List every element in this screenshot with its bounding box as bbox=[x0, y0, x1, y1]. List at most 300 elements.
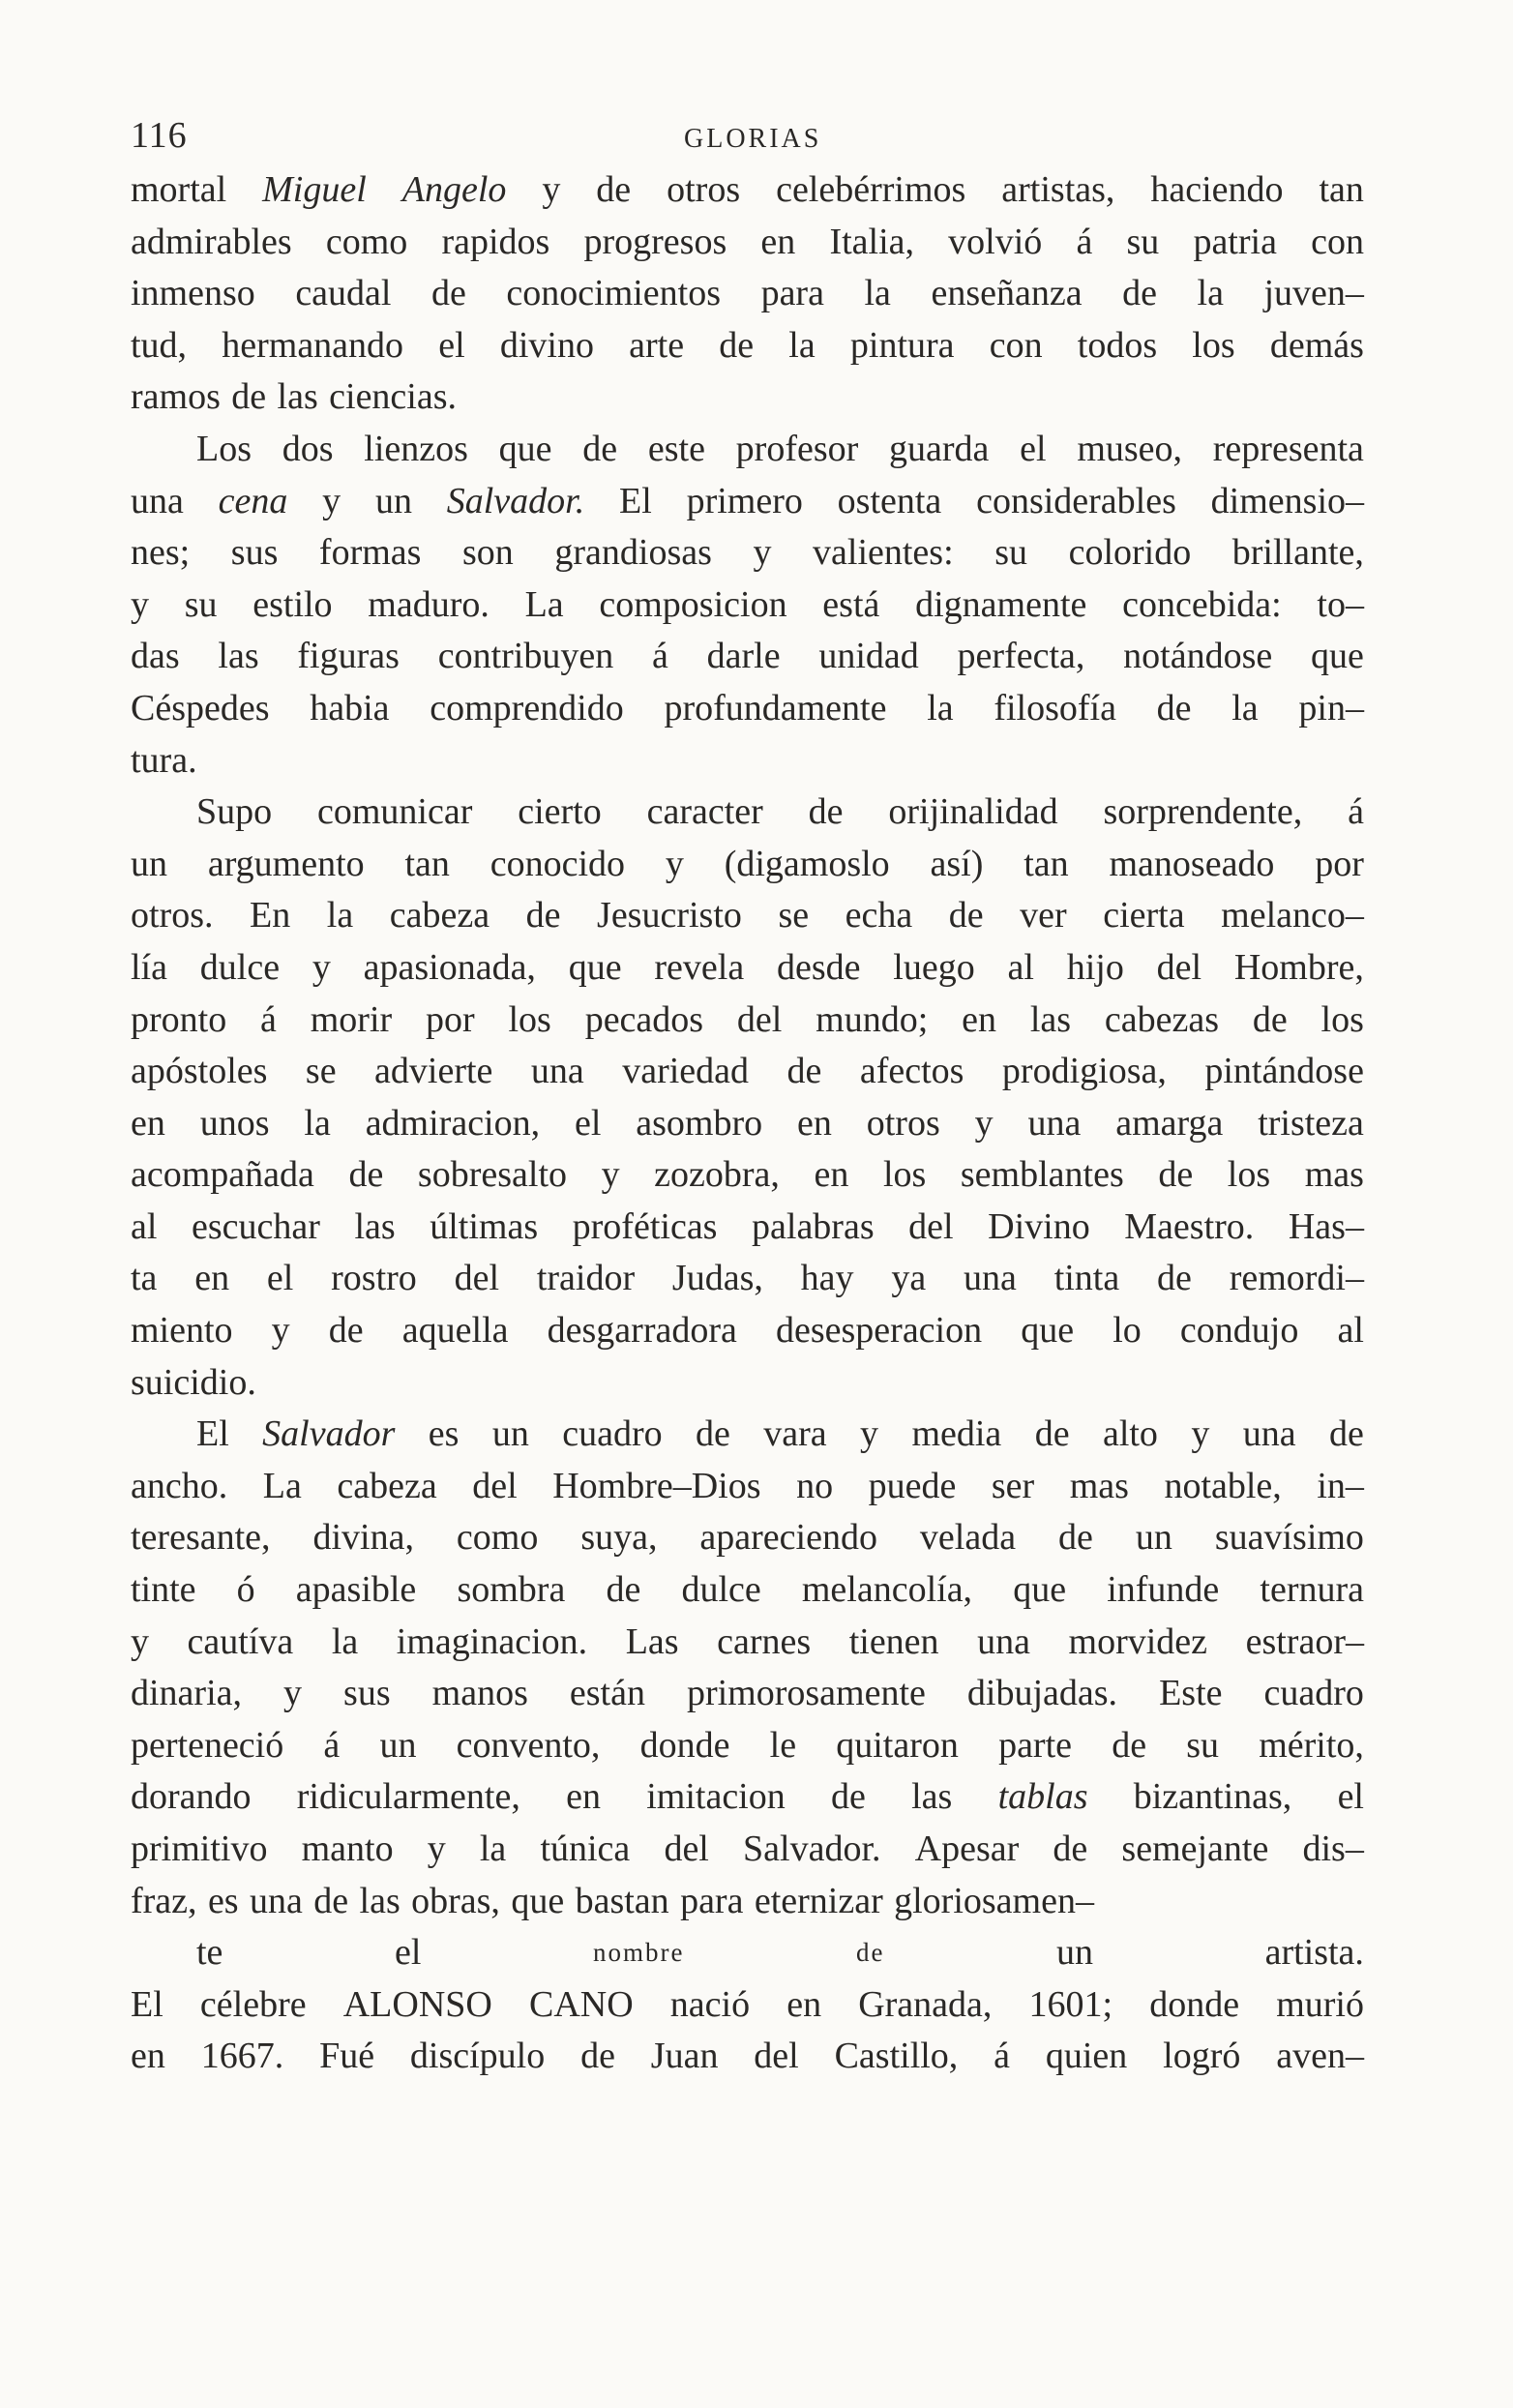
word: cabeza bbox=[389, 895, 490, 936]
word: prodigiosa, bbox=[1001, 1051, 1167, 1092]
text-line bbox=[131, 631, 1364, 683]
word: profundamente bbox=[664, 687, 887, 728]
word: y bbox=[131, 583, 149, 625]
word: tura. bbox=[131, 739, 197, 781]
word: La bbox=[262, 1465, 302, 1506]
word: de bbox=[231, 376, 267, 418]
word: como bbox=[456, 1517, 539, 1559]
running-head bbox=[131, 114, 1364, 163]
word: y bbox=[974, 1102, 994, 1144]
word: 1667. bbox=[200, 2036, 284, 2077]
word: mérito, bbox=[1259, 1724, 1364, 1766]
word: un bbox=[1135, 1517, 1172, 1559]
word: velada bbox=[919, 1517, 1017, 1559]
text-line bbox=[131, 1357, 1364, 1410]
word: representa bbox=[1212, 428, 1364, 469]
text-line bbox=[131, 1046, 1364, 1098]
word: la bbox=[479, 1828, 507, 1869]
word: son bbox=[462, 532, 514, 574]
word: melanco– bbox=[1221, 895, 1364, 936]
word: de bbox=[1157, 1258, 1192, 1299]
word: conocido bbox=[490, 843, 626, 884]
word: El bbox=[196, 1413, 229, 1455]
word: museo, bbox=[1077, 428, 1183, 469]
text-line bbox=[131, 164, 1364, 217]
text-line bbox=[131, 1720, 1364, 1772]
word: semblantes bbox=[960, 1154, 1124, 1196]
word: colorido bbox=[1068, 532, 1192, 574]
word: das bbox=[131, 636, 180, 677]
word: del bbox=[736, 998, 783, 1040]
word: grandiosas bbox=[554, 532, 712, 574]
word: concebida: bbox=[1122, 583, 1282, 625]
word: Salvador. bbox=[446, 480, 585, 521]
word: de bbox=[1328, 1413, 1364, 1455]
word: unos bbox=[199, 1102, 270, 1144]
word: demás bbox=[1269, 324, 1364, 366]
word: proféticas bbox=[572, 1205, 718, 1247]
word: pintándose bbox=[1204, 1051, 1364, 1092]
word: echa bbox=[845, 895, 913, 936]
word: infunde bbox=[1107, 1569, 1220, 1611]
word: de bbox=[431, 273, 466, 314]
word: en bbox=[786, 1983, 822, 2025]
word: un bbox=[379, 1724, 417, 1766]
word: (digamoslo bbox=[724, 843, 890, 884]
word: del bbox=[908, 1205, 954, 1247]
word: Céspedes bbox=[131, 687, 270, 728]
word: ternura bbox=[1260, 1569, 1364, 1611]
text-line bbox=[131, 1202, 1364, 1254]
word: inmenso bbox=[131, 273, 255, 314]
word: ver bbox=[1020, 895, 1067, 936]
word: al bbox=[1007, 946, 1034, 988]
word: Miguel bbox=[262, 169, 367, 210]
word: logró bbox=[1163, 2036, 1241, 2077]
word: que bbox=[511, 1880, 565, 1921]
word: de bbox=[1252, 998, 1288, 1040]
word: del bbox=[754, 2036, 799, 2077]
text-line bbox=[131, 217, 1364, 269]
word: divina, bbox=[312, 1517, 414, 1559]
word: to– bbox=[1317, 583, 1364, 625]
word: es bbox=[207, 1880, 239, 1921]
word: admirables bbox=[131, 221, 292, 262]
word: lienzos bbox=[364, 428, 468, 469]
word: El bbox=[619, 480, 652, 521]
word: Apesar bbox=[914, 1828, 1020, 1869]
word: semejante bbox=[1121, 1828, 1269, 1869]
word: al bbox=[1337, 1310, 1364, 1352]
word: Supo bbox=[196, 791, 273, 833]
word: En bbox=[250, 895, 291, 936]
word: Judas, bbox=[671, 1258, 763, 1299]
word: los bbox=[1227, 1154, 1271, 1196]
word: progresos bbox=[583, 221, 727, 262]
word: su bbox=[1126, 221, 1160, 262]
word: cuadro bbox=[1263, 1673, 1364, 1714]
word: de bbox=[1058, 1517, 1093, 1559]
word: orijinalidad bbox=[888, 791, 1058, 833]
word: este bbox=[647, 428, 705, 469]
word: maduro. bbox=[368, 583, 490, 625]
word: cierta bbox=[1103, 895, 1185, 936]
word: Salvador bbox=[262, 1413, 396, 1455]
word: caracter bbox=[646, 791, 763, 833]
word: el bbox=[394, 1932, 422, 1974]
word: fraz, bbox=[131, 1880, 197, 1921]
word: desde bbox=[776, 946, 861, 988]
word: arte bbox=[629, 324, 685, 366]
word: de bbox=[856, 1938, 885, 1968]
word: sombra bbox=[457, 1569, 566, 1611]
word: ser bbox=[991, 1465, 1035, 1506]
word: nombre bbox=[592, 1938, 685, 1968]
word: ó bbox=[236, 1569, 255, 1611]
word: unidad bbox=[818, 636, 919, 677]
word: ta bbox=[131, 1258, 158, 1299]
word: Has– bbox=[1288, 1205, 1364, 1247]
word: caudal bbox=[295, 273, 392, 314]
text-line bbox=[131, 1668, 1364, 1720]
word: que bbox=[1021, 1310, 1075, 1352]
word: á bbox=[651, 636, 668, 677]
word: que bbox=[498, 428, 552, 469]
word: apasionada, bbox=[363, 946, 536, 988]
word: el bbox=[1337, 1776, 1364, 1818]
text-line bbox=[131, 1149, 1364, 1202]
word: otros. bbox=[131, 895, 214, 936]
word: donde bbox=[639, 1724, 730, 1766]
word: de bbox=[786, 1051, 822, 1092]
word: Divino bbox=[988, 1205, 1090, 1247]
word: cabeza bbox=[337, 1465, 437, 1506]
text-line bbox=[131, 995, 1364, 1047]
word: puede bbox=[868, 1465, 957, 1506]
word: Angelo bbox=[401, 169, 507, 210]
text-line bbox=[131, 942, 1364, 995]
word: Granada, bbox=[858, 1983, 993, 2025]
word: acompañada bbox=[131, 1154, 314, 1196]
word: un bbox=[374, 480, 412, 521]
word: de bbox=[525, 895, 561, 936]
word: la bbox=[304, 1102, 331, 1144]
word: imitacion bbox=[646, 1776, 786, 1818]
word: rostro bbox=[331, 1258, 417, 1299]
word: apasible bbox=[295, 1569, 417, 1611]
word: la bbox=[788, 324, 816, 366]
word: á bbox=[1076, 221, 1093, 262]
text-line bbox=[131, 2031, 1364, 2083]
word: quien bbox=[1045, 2036, 1128, 2077]
text-line bbox=[131, 527, 1364, 580]
word: de bbox=[1034, 1413, 1070, 1455]
word: de bbox=[606, 1569, 641, 1611]
word: carnes bbox=[717, 1620, 812, 1662]
word: perfecta, bbox=[957, 636, 1085, 677]
word: una bbox=[1027, 1102, 1082, 1144]
word: teresante, bbox=[131, 1517, 271, 1559]
word: mundo; bbox=[816, 998, 929, 1040]
word: ya bbox=[891, 1258, 927, 1299]
word: todos bbox=[1077, 324, 1158, 366]
word: celebérrimos bbox=[776, 169, 966, 210]
word: convento, bbox=[456, 1724, 601, 1766]
word: Los bbox=[196, 428, 252, 469]
word: á bbox=[323, 1724, 341, 1766]
word: argumento bbox=[207, 843, 365, 884]
word: y bbox=[601, 1154, 620, 1196]
word: las bbox=[359, 1880, 400, 1921]
word: figuras bbox=[297, 636, 400, 677]
word: y bbox=[860, 1413, 879, 1455]
word: y bbox=[427, 1828, 446, 1869]
text-line bbox=[131, 1098, 1364, 1150]
text-line bbox=[131, 268, 1364, 320]
word: alto bbox=[1102, 1413, 1158, 1455]
word: darle bbox=[706, 636, 781, 677]
word: con bbox=[1311, 221, 1364, 262]
word: pin– bbox=[1298, 687, 1364, 728]
word: de bbox=[596, 169, 632, 210]
text-line bbox=[131, 580, 1364, 632]
word: de bbox=[1053, 1828, 1088, 1869]
word: la bbox=[864, 273, 891, 314]
word: las bbox=[911, 1776, 953, 1818]
word: nació bbox=[669, 1983, 751, 2025]
word: aven– bbox=[1276, 2036, 1364, 2077]
word: zozobra, bbox=[654, 1154, 780, 1196]
word: y bbox=[542, 169, 561, 210]
word: ostenta bbox=[837, 480, 942, 521]
word: guarda bbox=[889, 428, 990, 469]
word: dulce bbox=[199, 946, 281, 988]
word: los bbox=[1320, 998, 1364, 1040]
word: los bbox=[882, 1154, 927, 1196]
word: de bbox=[313, 1880, 349, 1921]
word: el bbox=[438, 324, 465, 366]
word: suavísimo bbox=[1214, 1517, 1364, 1559]
word: tinta bbox=[1053, 1258, 1120, 1299]
word: ciencias. bbox=[329, 376, 458, 418]
word: y bbox=[322, 480, 341, 521]
word: ridicularmente, bbox=[296, 1776, 520, 1818]
word: al bbox=[131, 1205, 158, 1247]
word: hijo bbox=[1066, 946, 1124, 988]
word: afectos bbox=[859, 1051, 964, 1092]
word: variedad bbox=[622, 1051, 750, 1092]
word: á bbox=[260, 998, 277, 1040]
word: cena bbox=[218, 480, 288, 521]
word: están bbox=[569, 1673, 645, 1714]
word: la bbox=[1197, 273, 1224, 314]
word: tud, bbox=[131, 324, 188, 366]
word: patria bbox=[1193, 221, 1277, 262]
word: composicion bbox=[599, 583, 787, 625]
word: de bbox=[328, 1310, 364, 1352]
word: El bbox=[131, 1983, 163, 2025]
text-line bbox=[131, 424, 1364, 476]
word: de bbox=[808, 791, 844, 833]
text-line bbox=[131, 1617, 1364, 1669]
word: pecados bbox=[584, 998, 704, 1040]
word: mortal bbox=[131, 169, 227, 210]
word: y bbox=[283, 1673, 303, 1714]
word: Italia, bbox=[829, 221, 915, 262]
word: estraor– bbox=[1245, 1620, 1364, 1662]
word: manos bbox=[431, 1673, 528, 1714]
word: dibujadas. bbox=[966, 1673, 1118, 1714]
word: bastan bbox=[575, 1880, 669, 1921]
word: juven– bbox=[1263, 273, 1364, 314]
page-number: 116 bbox=[131, 115, 188, 156]
word: de bbox=[1156, 687, 1192, 728]
word: un bbox=[131, 843, 167, 884]
word: del bbox=[472, 1465, 518, 1506]
text-line bbox=[131, 1824, 1364, 1876]
word: asombro bbox=[636, 1102, 763, 1144]
word: La bbox=[524, 583, 564, 625]
word: artista. bbox=[1264, 1932, 1364, 1974]
word: suya, bbox=[580, 1517, 658, 1559]
word: Jesucristo bbox=[597, 895, 742, 936]
word: primero bbox=[686, 480, 803, 521]
word: tablas bbox=[997, 1776, 1088, 1818]
word: tristeza bbox=[1258, 1102, 1364, 1144]
word: contribuyen bbox=[437, 636, 614, 677]
word: quitaron bbox=[836, 1724, 959, 1766]
word: de bbox=[580, 2036, 615, 2077]
word: en bbox=[814, 1154, 849, 1196]
word: in– bbox=[1317, 1465, 1364, 1506]
word: mas bbox=[1069, 1465, 1129, 1506]
word: ancho. bbox=[131, 1465, 228, 1506]
word: comunicar bbox=[317, 791, 473, 833]
word: cierto bbox=[518, 791, 602, 833]
word: discípulo bbox=[409, 2036, 546, 2077]
word: y bbox=[753, 532, 772, 574]
word: condujo bbox=[1179, 1310, 1299, 1352]
word: de bbox=[696, 1413, 730, 1455]
word: se bbox=[778, 895, 810, 936]
word: una bbox=[530, 1051, 584, 1092]
word: las bbox=[277, 376, 318, 418]
text-line bbox=[131, 1461, 1364, 1513]
word: dis– bbox=[1302, 1828, 1364, 1869]
text-line bbox=[131, 683, 1364, 735]
word: Las bbox=[625, 1620, 679, 1662]
text-line bbox=[131, 839, 1364, 891]
word: Juan bbox=[650, 2036, 719, 2077]
word: le bbox=[769, 1724, 797, 1766]
word: media bbox=[911, 1413, 1002, 1455]
word: Fué bbox=[319, 2036, 375, 2077]
word: 1601; bbox=[1028, 1983, 1113, 2025]
word: volvió bbox=[948, 221, 1043, 262]
word: melancolía, bbox=[801, 1569, 973, 1611]
text-line bbox=[131, 1979, 1364, 2032]
word: y bbox=[131, 1620, 149, 1662]
word: aquella bbox=[401, 1310, 509, 1352]
word: murió bbox=[1276, 1983, 1364, 2025]
word: cabezas bbox=[1104, 998, 1219, 1040]
word: manto bbox=[301, 1828, 394, 1869]
word: admiracion, bbox=[365, 1102, 541, 1144]
word: dinaria, bbox=[131, 1673, 243, 1714]
text-line bbox=[131, 1927, 1364, 1979]
word: notable, bbox=[1164, 1465, 1282, 1506]
word: bizantinas, bbox=[1133, 1776, 1292, 1818]
word: tinte bbox=[131, 1569, 196, 1611]
word: advierte bbox=[374, 1051, 493, 1092]
text-line bbox=[131, 320, 1364, 372]
word: con bbox=[989, 324, 1043, 366]
word: del bbox=[664, 1828, 709, 1869]
word: hay bbox=[800, 1258, 854, 1299]
word: CANO bbox=[528, 1983, 634, 2025]
word: eternizar bbox=[754, 1880, 883, 1921]
word: su bbox=[184, 583, 218, 625]
word: en bbox=[566, 1776, 601, 1818]
word: pronto bbox=[131, 998, 227, 1040]
word: que bbox=[1311, 636, 1364, 677]
word: Hombre, bbox=[1233, 946, 1364, 988]
word: no bbox=[796, 1465, 834, 1506]
word: de bbox=[948, 895, 984, 936]
word: y bbox=[271, 1310, 290, 1352]
word: sus bbox=[230, 532, 279, 574]
word: palabras bbox=[752, 1205, 875, 1247]
word: luego bbox=[893, 946, 975, 988]
word: amarga bbox=[1115, 1102, 1224, 1144]
word: obras, bbox=[411, 1880, 500, 1921]
word: y bbox=[665, 843, 684, 884]
word: formas bbox=[318, 532, 422, 574]
word: tan bbox=[1319, 169, 1364, 210]
word: sobresalto bbox=[417, 1154, 567, 1196]
word: otros bbox=[866, 1102, 940, 1144]
word: apóstoles bbox=[131, 1051, 268, 1092]
word: profesor bbox=[735, 428, 859, 469]
word: primitivo bbox=[131, 1828, 268, 1869]
word: los bbox=[508, 998, 551, 1040]
word: la bbox=[326, 895, 354, 936]
word: en bbox=[797, 1102, 832, 1144]
word: sorprendente, bbox=[1103, 791, 1303, 833]
word: artistas, bbox=[1001, 169, 1115, 210]
word: lía bbox=[131, 946, 167, 988]
word: célebre bbox=[199, 1983, 307, 2025]
word: lo bbox=[1112, 1310, 1142, 1352]
word: de bbox=[582, 428, 618, 469]
word: conocimientos bbox=[506, 273, 722, 314]
word: remordi– bbox=[1229, 1258, 1364, 1299]
word: morir bbox=[310, 998, 393, 1040]
word: otros bbox=[667, 169, 741, 210]
word: divino bbox=[499, 324, 594, 366]
word: de bbox=[719, 324, 755, 366]
word: Hombre–Dios bbox=[552, 1465, 761, 1506]
word: suicidio. bbox=[131, 1361, 256, 1403]
word: ramos bbox=[131, 376, 221, 418]
word: de bbox=[348, 1154, 384, 1196]
word: la bbox=[927, 687, 954, 728]
word: haciendo bbox=[1150, 169, 1284, 210]
word: una bbox=[964, 1258, 1017, 1299]
word: comprendido bbox=[430, 687, 624, 728]
word: sus bbox=[343, 1673, 391, 1714]
word: á bbox=[994, 2036, 1011, 2077]
